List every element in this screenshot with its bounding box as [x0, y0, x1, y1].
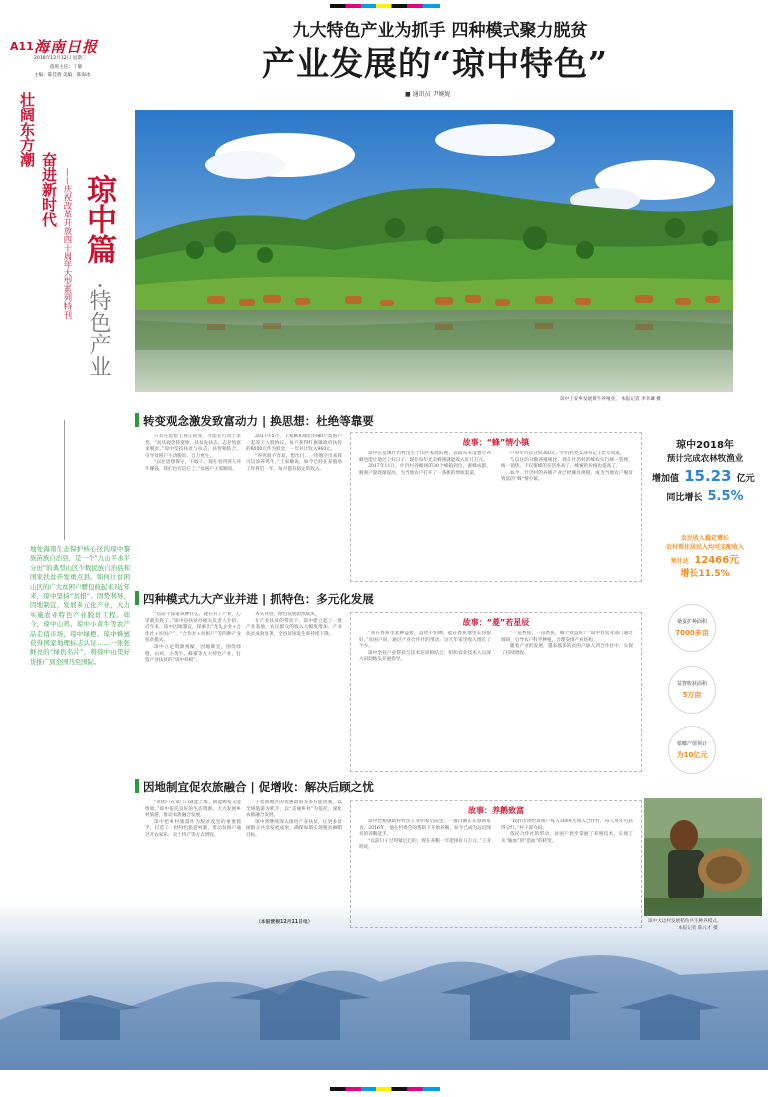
- s3b2-p1: “政府出资给贫困户每人3000元加入合作社，每人每年可获得分红。”村干部介绍。: [501, 819, 633, 831]
- section3-bar: [135, 779, 139, 793]
- s3b2-p2: 依托合作社的带动，贫困户逐步掌握了养殖技术，实现了从“输血”到“造血”的转变。: [501, 832, 633, 844]
- s1c2-p1: 2017年5月，王家顺和他们村80户贫困户一起签下入股协议，每户获得红旗镇政府扶持的6000元作为股金，一年共计收入960元。: [246, 434, 342, 453]
- bubble-2-value: 5万亩: [682, 691, 702, 699]
- income-label: 预计达: [670, 558, 689, 565]
- s3b1-p2: “以前日子过得紧巴巴的，现在养鹅一年能挣好几万元。”王亚明说。: [359, 838, 491, 851]
- section1-column-1: [145, 434, 241, 584]
- section1-bar: [135, 413, 139, 427]
- section2-box-col1: [359, 631, 491, 767]
- section1-column-2: [246, 434, 342, 584]
- section1-title: 转变观念激发致富动力 | 换思想：杜绝等靠要: [143, 414, 374, 428]
- fishing-photo: [644, 798, 762, 916]
- page-number: A11: [10, 40, 34, 53]
- growth-label: 增加值: [652, 474, 680, 484]
- s2b1-p2: 琼中坚持产业帮扶与技术培训相结合，组织农业技术人员深入田间地头开展指导。: [359, 650, 491, 663]
- hero-caption: 琼中上安乡发展黄牛养殖业。 本报记者 李幸璘 摄: [560, 397, 661, 402]
- intro-column: 地处海南生态保护核心区的琼中黎族苗族自治县，是一个“九山半水半分田”的典型山区少数民族自治县和国家扶贫开发重点县。如何让贫困山区的广大贫困户腰包鼓起来?近年来，琼中坚持“贫根”、固势利导，因地制宜，发展多元化产业，大力实施农业特色产业脱贫工程。如今，琼中山鸡、琼中小黄牛等农产品走俏市场，琼中绿橙、琼中蜂蜜获得国家地理标志认证……一张张鲜亮的“绿色名片”，将琼中山里好货推广到全国乃至国际。: [30, 545, 130, 666]
- section1-box-title: 故事：“蜂”情小镇: [462, 438, 530, 447]
- yoy-value: 5.5%: [707, 489, 744, 504]
- bubble-1-label: 桑蚕扩种面积: [676, 619, 707, 625]
- s3c2-p2: 琼中将继续深入推进产业扶贫，让更多贫困群众共享发展成果，确保如期实现脱贫摘帽目标。: [246, 819, 342, 838]
- s2c1-p1: “以前不知道该种什么，现在有了产业，心里就有底了。”琼中县扶贫办相关负责人介绍，近年来，琼中因地制宜，探索出“龙头企业+合作社+贫困户”、“合作社+贫困户”等四种产业扶贫模式。: [145, 612, 241, 644]
- s3c1-p2: 琼中把乡村旅游作为脱贫攻坚的重要抓手，打造了一批特色旅游村寨，带动贫困户通过开农家乐、卖土特产等方式增收。: [145, 819, 241, 838]
- s2c2-p2: 在产业扶贫的带动下，琼中建立起了一批产业基地，农民群众的收入大幅度增加，产业扶贫成效显著，全县贫困发生率持续下降。: [246, 618, 342, 637]
- section3-title: 因地制宜促农旅融合 | 促增收：解决后顾之忧: [143, 780, 374, 794]
- s2c1-p2: 琼中立足资源禀赋，因地制宜，围绕绿橙、山鸡、小黄牛、蜂蜜等九大特色产业，打造产业扶贫的“琼中样板”。: [145, 644, 241, 664]
- section2-box-title: 故事：“菱”若星辰: [462, 618, 530, 627]
- bottom-architecture-silhouette: [0, 900, 768, 1070]
- cattle-landscape-illustration: [135, 110, 733, 392]
- s2b2-p2: 随着产业的发展，越来越多的贫困户加入到合作社中，实现了持续增收。: [501, 644, 633, 656]
- masthead: [10, 36, 120, 86]
- section3-column-2: [246, 800, 342, 915]
- section1-box-col1: [359, 451, 491, 577]
- growth-value: 15.23: [684, 467, 732, 485]
- bubble-3-label: 槟榔产值预计: [676, 741, 707, 747]
- growth-unit: 亿元: [736, 474, 755, 484]
- section2-box-col2: [501, 631, 633, 767]
- income-value: 12466元: [694, 555, 740, 566]
- growth-row: [652, 466, 762, 485]
- income-line-3: [648, 552, 762, 568]
- paper-logo: 海南日报: [34, 38, 99, 56]
- left-divider: [64, 420, 65, 540]
- duty-editor: 值班主任：丁静: [50, 65, 83, 70]
- s1c1-p2: “以往思想保守，不敢干，现在看到别人养牛赚钱，我们也有信心了。”贫困户王家顺说。: [145, 460, 241, 472]
- stat-bubble-2: [668, 666, 716, 714]
- s2b2-p1: “一亩香蕉，一亩香蕉，哪个效益好？”琼中县农业部门通过调研，引导农户科学种植，合理安排产业结构。: [501, 631, 633, 643]
- s1c1-p1: 只有在思想上真正转变，才能在行动上求变。“贫从观念转变始，扶贫先扶志，志存致富求脱贫。”琼中坚持扶贫与扶志、扶智相结合，引导贫困户主动脱贫、自力更生。: [145, 434, 241, 459]
- section2-bar: [135, 591, 139, 605]
- series-slogan-1: 壮阔东方潮: [18, 92, 36, 167]
- s1b1-p2: 2017年11月，什仍村养蜂场的30个蜂箱到位，蜜蜂成群，蜂蜜产量逐渐提高，为当地农户打开了一条新的增收渠道。: [359, 464, 491, 476]
- farmer-with-fish-trap-illustration: [644, 798, 762, 916]
- s1b2-p3: 如今，什仍村的养蜂产业已经颇具规模，成为当地农户脱贫致富的“蜂”情小镇。: [501, 470, 633, 483]
- section1-story-box: [350, 432, 642, 582]
- stats-panel: [648, 430, 762, 890]
- page-headline: 产业发展的“琼中特色”: [262, 44, 608, 83]
- left-banner: [10, 92, 130, 422]
- section2-column-1: [145, 612, 241, 772]
- pavilion-silhouette-illustration: [0, 900, 768, 1070]
- s2b1-p1: “我在香蕉里套种益智，益智不怕晒，能在香蕉地里长得很好。”贫困户说，通过产业合作社的带动，这几年家里收入增长了不少。: [359, 631, 491, 650]
- section2-column-2: [246, 612, 342, 772]
- stats-heading-1: 琼中2018年: [676, 440, 734, 451]
- income-line-2: 农村常住居民人均可支配收入: [665, 544, 744, 551]
- s3c2-p1: 子贫困地区的优惠政策等多方面因素，以全域旅游为抓手，以“美丽乡村”为依托，深化农旅融合发展。: [246, 800, 342, 819]
- s1c2-p2: “养鸡很不容易，想出门，一块地空出来我可以添养鸡牛。”王家顺说，如今已经在养殖场工作将近一年，每月都有稳定的收入。: [246, 453, 342, 472]
- issue-date: 2018年12月12日 星期三: [34, 56, 87, 61]
- section1-box-col2: [501, 451, 633, 577]
- s1b2-p1: 户每年可以分到360元。”什仍村党支部书记王贵专说道。: [510, 451, 625, 456]
- chapter-subtitle: ·特色产业: [86, 282, 111, 377]
- income-block: [648, 534, 762, 580]
- section2-title: 四种模式九大产业并进 | 抓特色：多元化发展: [143, 592, 374, 606]
- section3-box-title: 故事：养鹅致富: [468, 806, 524, 815]
- s1b1-p1: 琼中长征镇什仍村出生于山区家庭的他，以前从来没想过养蜂也能让他过上好日子，现在每年光卖蜂蜜就能收入好几万元。: [359, 451, 491, 463]
- stat-bubble-3: [668, 726, 716, 774]
- bubble-3-value: 为10亿元: [676, 751, 708, 759]
- headline-dek: 九大特色产业为抓手 四种模式聚力脱贫: [292, 21, 588, 41]
- yoy-row: [648, 485, 762, 504]
- income-growth: 增长11.5%: [680, 569, 730, 579]
- stat-bubble-1: [668, 604, 716, 652]
- staff-credits: 主编：陈佳倩 美编：陈海冰: [34, 73, 91, 78]
- s3c1-p1: “贫困户在家门口就能上班，既能顾家又能增收。”琼中依托良好的生态资源，大力发展乡村旅游，推动农旅融合发展。: [145, 800, 241, 819]
- bubble-2-label: 益智收获面积: [676, 681, 707, 687]
- series-slogan-2: 奋进新时代: [40, 152, 58, 227]
- s2c2-p1: 齐头并进，绿色发展蔚然成风。: [255, 612, 320, 617]
- s1b2-p2: 与以往的分散养殖相比，现在什仍村的蜂农实行统一管理，统一销售，不仅蜜蜂的存活率高了，蜂蜜的价格也提高了。: [501, 457, 633, 470]
- byline: ■ 通讯员 尹婉妮: [405, 91, 451, 98]
- registration-marks-bottom: [330, 1087, 440, 1091]
- section2-story-box: [350, 612, 642, 772]
- registration-marks-top: [330, 4, 440, 8]
- stats-heading-2: 预计完成农林牧渔业: [666, 454, 744, 464]
- bubble-1-value: 7000多亩: [675, 629, 709, 637]
- s3b1-p1: 琼中营根镇新村村民王亚明家后院里，一群白鹅正在悠闲觅食。2016年，他在村委会的帮助下开始养鹅，如今已成为远近闻名的养鹅能手。: [359, 819, 491, 838]
- series-caption: ——庆祝改革开放四十周年大型系列特刊: [63, 168, 73, 319]
- hero-photo: [135, 110, 733, 392]
- income-line-1: 农民收入稳定增长: [680, 535, 729, 542]
- chapter-title: 琼中篇: [81, 174, 116, 264]
- yoy-label: 同比增长: [666, 493, 703, 503]
